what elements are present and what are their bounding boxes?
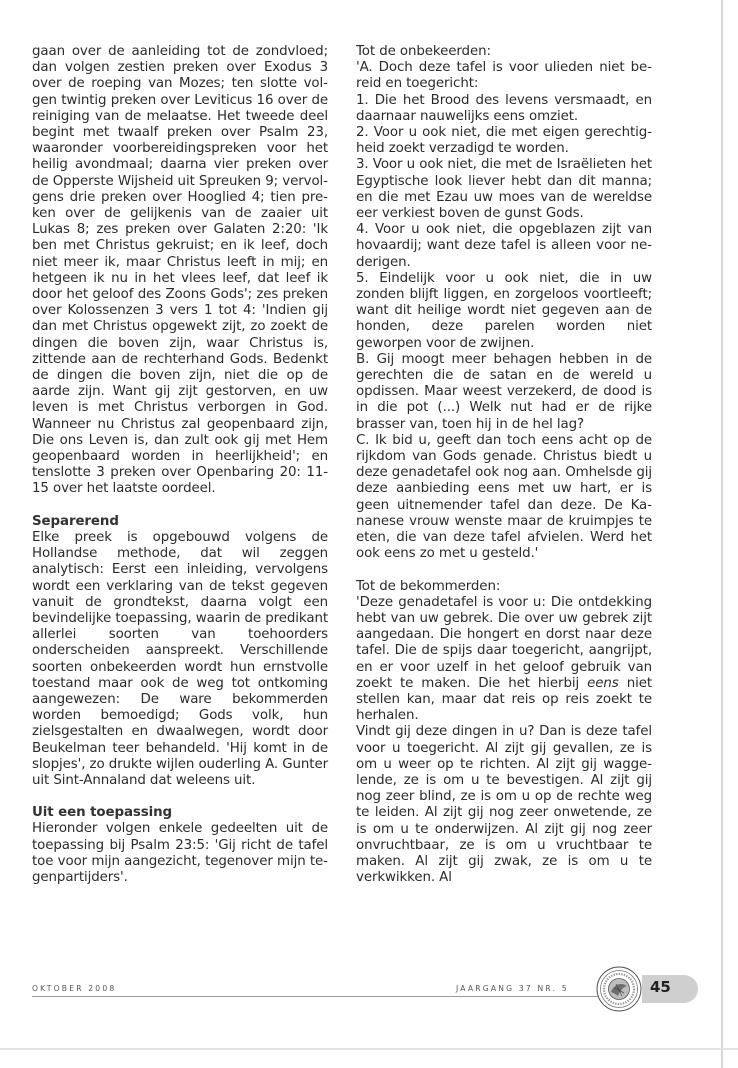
footer-issue: JAARGANG 37 NR. 5 xyxy=(456,984,569,993)
point-1: 1. Die het Brood des levens versmaadt, en daarnaar nauwelijks eens omziet. xyxy=(356,92,652,124)
left-paragraph-3: Hieronder volgen enkele gedeelten uit de toepassing bij Psalm 23:5: 'Gij richt de tafel toe voor mijn aangezicht, tegenover mijn tegenpartijders'. xyxy=(32,821,328,885)
right-column xyxy=(356,44,652,886)
point-4: 4. Voor u ook niet, die opgeblazen zijt van hovaardij; want deze tafel is alleen voor nederigen. xyxy=(356,222,652,270)
seal-logo-icon xyxy=(596,966,642,1012)
page-number: 45 xyxy=(650,978,671,996)
page-edge-bottom xyxy=(0,1048,738,1050)
point-2: 2. Voor u ook niet, die met eigen gerechtigheid zoekt verzadigd te worden. xyxy=(356,125,652,157)
text-run: 'Deze genadetafel is voor u: Die ontdekking hebt van uw gebrek. Die over uw gebrek zijt aangedaan. Die hongert en dorst naar deze tafel. Die de spijs daar toegericht, aangrijpt, en er voor uzelf in het geloof gebruik van zoekt te maken. Die het hierbij xyxy=(356,594,652,691)
page-edge-right xyxy=(721,0,723,1068)
point-c: C. Ik bid u, geeft dan toch eens acht op de rijkdom van Gods genade. Christus biedt u deze genadetafel ook nog aan. Omhelsde gij deze aanbieding eens met uw hart, er is geen uitnemender tafel dan deze. De Kananese vrouw wenste maar de kruimpjes te eten, die van deze tafel afvielen. Werd het ook eens zo met u gesteld.' xyxy=(356,432,652,562)
intro-onbekeerden: Tot de onbekeerden: xyxy=(356,44,491,59)
point-5: 5. Eindelijk voor u ook niet, die in uw zonden blijft liggen, en zorgeloos voortleeft; want dit heilige wordt niet gegeven aan de honden, deze parelen worden niet geworpen voor de zwijnen. xyxy=(356,270,652,351)
left-column xyxy=(32,44,328,886)
footer-rule xyxy=(32,996,622,997)
point-3: 3. Voor u ook niet, die met de Israëlieten het Egyptische look liever hebt dan dit manna; en die met Ezau uw moes van de wereldse eer verkiest boven de gunst Gods. xyxy=(356,157,652,222)
point-b: B. Gij moogt meer behagen hebben in de gerechten die de satan en de wereld u opdissen. Maar weest verzekerd, de dood is in die pot (...) Welk nut had er de rijke brasser van, toen hij in de hel lag? xyxy=(356,351,652,432)
italic-text: eens xyxy=(587,675,619,691)
page-footer xyxy=(0,978,738,1014)
bekommerden-paragraph-2: Vindt gij deze dingen in u? Dan is deze tafel voor u toegericht. Al zijt gij gevallen, ze is om u weer op te richten. Al zijt gij waggelende, ze is om u te bevestigen. Al zijt gij nog zeer blind, ze is om u op de rechte weg te leiden. Al zijt gij nog zeer onwetende, ze is om u te onderwijzen. Al zijt gij nog zeer onvruchtbaar, ze is om u vruchtbaar te maken. Al zijt gij zwak, ze is om u te verkwikken. Al xyxy=(356,724,652,886)
point-a: 'A. Doch deze tafel is voor ulieden niet bereid en toegericht: xyxy=(356,60,652,92)
footer-date: OKTOBER 2008 xyxy=(32,984,117,993)
bekommerden-paragraph-1 xyxy=(356,595,652,725)
section-heading-toepassing: Uit een toepassing xyxy=(32,805,173,821)
left-paragraph-2: Elke preek is opgebouwd volgens de Hollandse methode, dat wil zeggen analytisch: Eerst een inleiding, vervolgens wordt een verklaring van de tekst gegeven vanuit de grondtekst, daarna volgt een bevindelijke toepassing, waarin de predikant allerlei soorten van toehoorders onderscheiden aanspreekt. Verschillende soorten onbekeerden wordt hun ernstvolle toestand maar ook de weg tot ontkoming aangewezen: De ware bekommerden worden bemoedigd; Gods volk, hun zielsgestalten en dwaalwegen, wordt door Beukelman teer behandeld. 'Hij komt in de slopjes', zo drukte wijlen ouderling A. Gunter uit Sint-Annaland dat weleens uit. xyxy=(32,529,328,788)
section-heading-separerend: Separerend xyxy=(32,513,119,529)
intro-bekommerden: Tot de bekommerden: xyxy=(356,578,501,594)
text-run: niet stellen kan, maar dat reis op reis zoekt te herhalen. xyxy=(356,675,652,724)
left-paragraph-1: gaan over de aanleiding tot de zondvloed; dan volgen zestien preken over Exodus 3 over de roeping van Mozes; ten slotte volgen twintig preken over Leviticus 16 over de reiniging van de melaatse. Het tweede deel begint met twaalf preken over Psalm 23, waaronder voorbereidingspreken voor het heilig avondmaal; daarna vier preken over de Opperste Wijsheid uit Spreuken 9; vervolgens drie preken over Hooglied 4; tien preken over de gelijkenis van de zaaier uit Lukas 8; zes preken over Galaten 2:20: 'Ik ben met Christus gekruist; en ik leef, doch niet meer ik, maar Christus leeft in mij; en hetgeen ik nu in het vlees leef, dat leef ik door het geloof des Zoons Gods'; zes preken over Kolossenzen 3 vers 1 tot 4: 'Indien gij dan met Christus opgewekt zijt, zo zoekt de dingen die boven zijn, waar Christus is, zittende aan de rechterhand Gods. Bedenkt de dingen die boven zijn, niet die op de aarde zijn. Want gij zijt gestorven, en uw leven is met Christus verborgen in God. Wanneer nu Christus zal geopenbaard zijn, Die ons Leven is, dan zult ook gij met Hem geopenbaard worden in heerlijkheid'; en tenslotte 3 preken over Openbaring 20: 11-15 over het laatste oordeel. xyxy=(32,44,328,497)
